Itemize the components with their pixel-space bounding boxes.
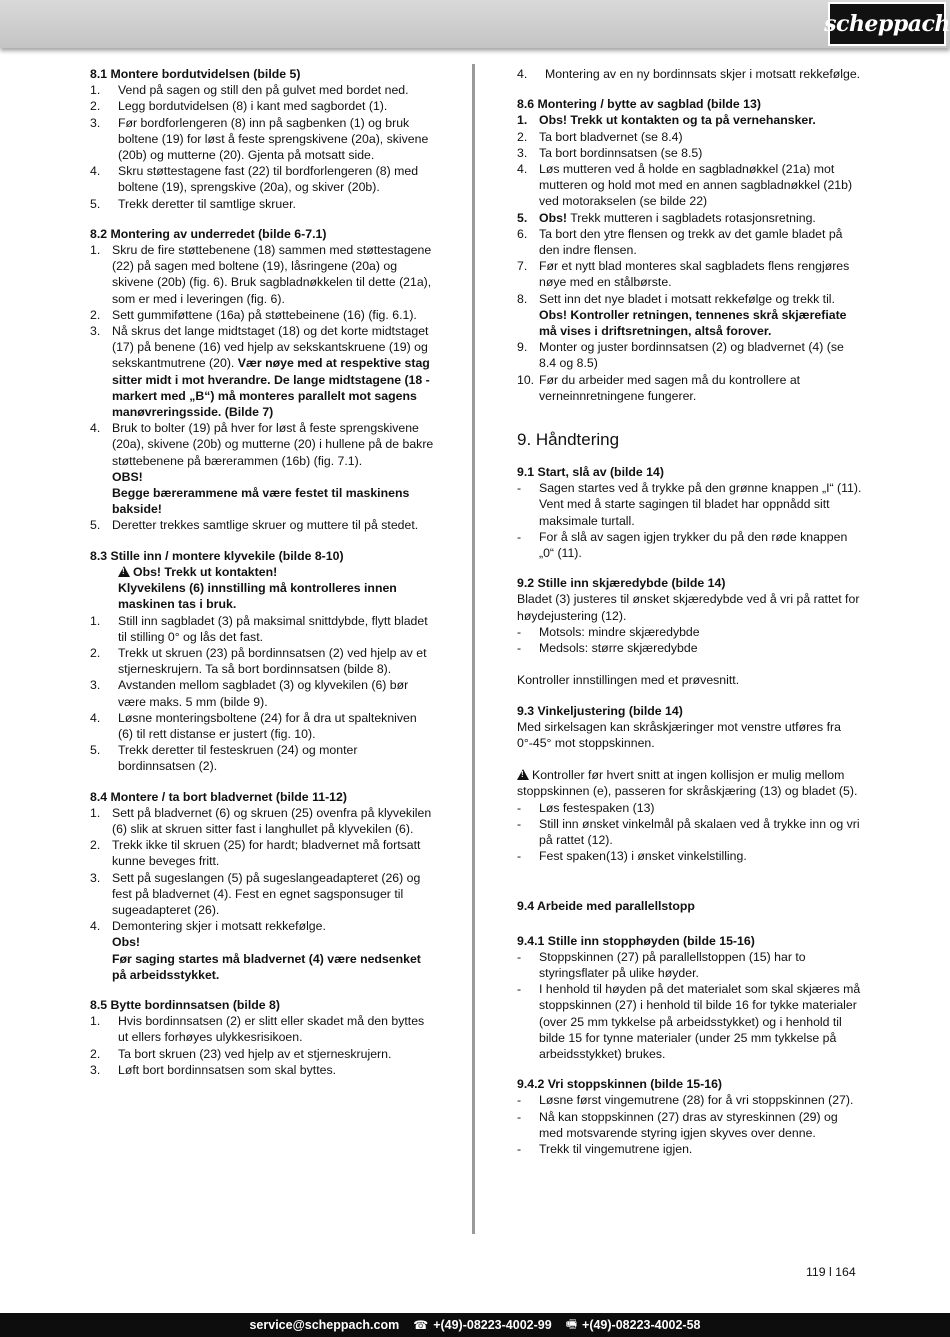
section-8-6 <box>517 96 862 404</box>
item-marker: 1. <box>90 1014 101 1029</box>
item-text: I henhold til høyden på det materialet som skal skjæres må stoppskinnen (27) i henhold til bilde 16 for tykke materialer (over 25 mm tykkelse på arbeidsstykket) og i henhold til bilde 15 for tynne materialer (under 25 mm tykkelse på arbeidsstykket) brukes. <box>539 982 861 1061</box>
phone-number: +(49)-08223-4002-99 <box>433 1318 552 1332</box>
list-item <box>90 742 435 774</box>
obs-label: Obs! <box>539 210 568 225</box>
section-title: 8.1 Montere bordutvidelsen (bilde 5) <box>90 67 301 81</box>
item-number: 3. <box>517 145 528 160</box>
warning-paragraph <box>517 767 862 799</box>
list-item <box>90 710 435 742</box>
section-title: 8.6 Montering / bytte av sagblad (bilde 13) <box>517 97 761 112</box>
section-9-3 <box>517 703 862 865</box>
section-8-1 <box>90 66 435 212</box>
item-marker: 3. <box>90 678 101 693</box>
list-item <box>90 837 435 869</box>
list-item <box>517 226 862 258</box>
header-bar <box>0 0 950 48</box>
email-link[interactable]: service@scheppach.com <box>249 1318 400 1332</box>
list-item <box>517 112 862 128</box>
list-item <box>517 1141 862 1157</box>
phone-icon: ☎ <box>413 1318 429 1332</box>
item-marker: 2. <box>90 1046 101 1061</box>
section-8-5-continued <box>517 66 862 82</box>
list-item <box>90 163 435 195</box>
bullet-list <box>517 1092 862 1157</box>
list-item <box>517 480 862 529</box>
paragraph: Kontroller innstillingen med et prøvesnitt. <box>517 673 740 688</box>
item-marker: - <box>517 800 522 815</box>
item-text-normal: Bruk to bolter (19) på hver for løst å feste sprengskivene (20a), skivene (20b) og mutterne (20) i hullene på de bakre støttebenene på bærerammen (16b) (fig. 7.1). <box>112 421 434 468</box>
list-item <box>90 805 435 837</box>
list-item <box>90 870 435 919</box>
item-marker: - <box>517 1141 522 1156</box>
section-9-4-1 <box>517 933 862 1063</box>
list-item <box>90 613 435 645</box>
item-marker: 4. <box>90 164 101 179</box>
item-number: 4. <box>90 919 101 934</box>
item-text: Skru støttestagene fast (22) til bordforlengeren (8) med boltene (19), sprengskive (20a), og skiver (20b). <box>118 164 419 195</box>
item-marker: - <box>517 949 522 964</box>
numbered-list <box>90 1013 435 1078</box>
item-text: Medsols: større skjæredybde <box>539 641 698 656</box>
item-text: Sett på sugeslangen (5) på sugeslangeadapteret (26) og fest på bladvernet (4). Fest en egnet sagsponsuger til sugeadapteret (26). <box>112 870 421 917</box>
bullet-list <box>517 480 862 561</box>
item-text-normal: Trekk mutteren i sagbladets rotasjonsretning. <box>570 210 816 225</box>
warning-note <box>90 580 435 612</box>
item-marker: - <box>517 816 522 831</box>
item-marker: 4. <box>90 710 101 725</box>
item-text: Løs mutteren ved å holde en sagbladnøkkel (21a) mot mutteren og hold mot med en annen sagbladnøkkel (21b) ved motorakselen (se bilde 22) <box>539 162 853 209</box>
item-text-bold: Før saging startes må bladvernet (4) være nedsenket på arbeidsstykket. <box>112 951 421 982</box>
item-number: 4. <box>517 67 528 81</box>
item-text: Motsols: mindre skjæredybde <box>539 624 700 639</box>
item-text: Sett gummiføttene (16a) på støttebeinene (16) (fig. 6.1). <box>112 307 417 322</box>
list-item <box>517 816 862 848</box>
warning-text: Obs! Trekk ut kontakten! <box>133 564 278 579</box>
item-marker: - <box>517 641 522 656</box>
item-text: Før et nytt blad monteres skal sagbladets flens rengjøres nøye med en stålbørste. <box>539 259 850 290</box>
list-item <box>90 196 435 212</box>
numbered-list <box>90 613 435 775</box>
item-marker: - <box>517 481 522 496</box>
item-text: Still inn ønsket vinkelmål på skalaen ved å trykke inn og vri på rattet (12). <box>539 816 860 847</box>
item-marker: 1. <box>90 613 101 628</box>
item-text: Trekk deretter til samtlige skruer. <box>118 196 296 211</box>
list-item <box>517 145 862 161</box>
list-item <box>90 1062 435 1078</box>
list-item <box>517 624 862 640</box>
item-marker: - <box>517 849 522 864</box>
paragraph: Med sirkelsagen kan skråskjæringer mot venstre utføres fra 0°-45° mot stoppskinnen. <box>517 719 841 750</box>
obs-label: Obs! <box>112 935 141 950</box>
item-text-normal: Sett inn det nye bladet i motsatt rekkefølge og trekk til. <box>539 291 835 306</box>
list-item <box>517 640 862 656</box>
item-text <box>112 918 435 983</box>
item-text: Ta bort den ytre flensen og trekk av det gamle bladet på den indre flensen. <box>539 226 843 258</box>
warning-note-text: Klyvekilens (6) innstilling må kontrolleres innen maskinen tas i bruk. <box>118 581 397 612</box>
item-marker: 2. <box>90 99 101 114</box>
list-item <box>90 307 435 323</box>
warning-text: Kontroller før hvert snitt at ingen kollisjon er mulig mellom stoppskinnen (e), passeren for skråskjæring (13) og bladet (5). <box>517 768 858 799</box>
item-text: Monter og juster bordinnsatsen (2) og bladvernet (4) (se 8.4 og 8.5) <box>539 340 844 371</box>
item-number: 2. <box>90 307 101 322</box>
item-text: Skru de fire støttebenene (18) sammen med støttestagene (22) på sagen med boltene (19), låsringene (20a) og skivene (20b) (fig. 6). Bruk sagbladnøkkelen til dette (21a), som er med i leveringen (fig. 6). <box>112 243 432 306</box>
list-item <box>517 949 862 981</box>
list-item <box>517 66 862 82</box>
item-text: Løs festespaken (13) <box>539 800 655 815</box>
section-title: 9.4.2 Vri stoppskinnen (bilde 15-16) <box>517 1077 723 1092</box>
list-item <box>90 1046 435 1062</box>
section-8-2 <box>90 226 435 534</box>
item-text: Trekk deretter til festeskruen (24) og monter bordinnsatsen (2). <box>118 743 358 774</box>
list-item <box>517 210 862 226</box>
item-number: 2. <box>517 129 528 144</box>
list-item <box>90 115 435 164</box>
list-item <box>90 918 435 983</box>
warning-icon <box>118 566 130 577</box>
item-number: 5. <box>517 210 528 225</box>
item-text: Deretter trekkes samtlige skruer og muttere til på stedet. <box>112 518 419 533</box>
item-number: 5. <box>90 518 101 533</box>
item-marker: - <box>517 1093 522 1108</box>
section-title: 8.2 Montering av underredet (bilde 6-7.1) <box>90 226 327 241</box>
item-number: 1. <box>517 113 528 128</box>
section-8-3 <box>90 548 435 775</box>
section-title: 9.2 Stille inn skjæredybde (bilde 14) <box>517 576 726 591</box>
item-text <box>539 291 862 340</box>
obs-label: OBS! <box>112 469 143 484</box>
item-text: Trekk ikke til skruen (25) for hardt; bladvernet må fortsatt kunne beveges fritt. <box>112 838 421 869</box>
fax-icon: 🖷 <box>565 1316 578 1331</box>
section-title: 8.4 Montere / ta bort bladvernet (bilde 11-12) <box>90 789 347 804</box>
bullet-list <box>517 949 862 1062</box>
item-marker: - <box>517 1109 522 1124</box>
item-text: Stoppskinnen (27) på parallellstoppen (15) har to styringsflater på ulike høyder. <box>539 949 806 980</box>
item-marker: - <box>517 624 522 639</box>
item-text: Obs! Trekk ut kontakten og ta på vernehansker. <box>539 113 816 128</box>
item-text: Ta bort bladvernet (se 8.4) <box>539 129 683 144</box>
item-number: 10. <box>517 372 535 387</box>
item-text: Sagen startes ved å trykke på den grønne knappen „I“ (11). Vent med å starte sagingen til bladet har oppnådd sitt maksimale turtall. <box>539 481 862 528</box>
item-text <box>112 323 435 420</box>
scheppach-logo <box>824 2 950 46</box>
paragraph: Bladet (3) justeres til ønsket skjæredybde ved å vri på rattet for høydejustering (12). <box>517 592 860 623</box>
section-title: 8.3 Stille inn / montere klyvekile (bilde 8-10) <box>90 548 344 563</box>
list-item <box>517 1092 862 1108</box>
item-text: Løsne monteringsboltene (24) for å dra ut spaltekniven (6) til rett distanse er justert (fig. 10). <box>118 710 417 741</box>
list-item <box>517 339 862 371</box>
list-item <box>90 1013 435 1045</box>
item-marker: 5. <box>90 743 101 758</box>
section-9-2 <box>517 575 862 688</box>
item-number: 6. <box>517 226 528 241</box>
item-number: 1. <box>90 243 101 258</box>
item-text <box>112 420 435 517</box>
section-9-4-2 <box>517 1076 862 1157</box>
item-text: Hvis bordinnsatsen (2) er slitt eller skadet må den byttes ut ellers forhøyes ulykkesrisikoen. <box>118 1014 425 1045</box>
item-number: 3. <box>90 870 101 885</box>
chapter-title: 9. Håndtering <box>517 430 620 450</box>
numbered-list <box>90 82 435 212</box>
list-item <box>517 291 862 340</box>
list-item <box>517 258 862 290</box>
item-text <box>539 210 862 226</box>
column-divider <box>472 64 475 1234</box>
list-item <box>517 129 862 145</box>
footer-phone <box>413 1318 551 1332</box>
item-number: 4. <box>90 421 101 436</box>
warning-line <box>90 564 435 580</box>
list-item <box>90 98 435 114</box>
section-title: 8.5 Bytte bordinnsatsen (bilde 8) <box>90 997 280 1012</box>
list-item <box>517 372 862 404</box>
item-number: 4. <box>517 162 528 177</box>
item-text: Montering av en ny bordinnsats skjer i motsatt rekkefølge. <box>545 67 861 81</box>
logo-text: scheppach <box>824 11 950 37</box>
item-text: Trekk ut skruen (23) på bordinnsatsen (2) ved hjelp av et stjerneskrujern. Ta så bort bordinnsatsen (bilde 8). <box>118 645 427 677</box>
fax-number: +(49)-08223-4002-58 <box>582 1318 701 1332</box>
list-item <box>90 517 435 533</box>
item-text: Nå kan stoppskinnen (27) dras av styreskinnen (29) og med motsvarende styring igjen skyves over denne. <box>539 1109 838 1140</box>
list-item <box>90 242 435 307</box>
item-text: Trekk til vingemutrene igjen. <box>539 1141 693 1156</box>
section-title: 9.1 Start, slå av (bilde 14) <box>517 465 664 480</box>
list-item <box>90 677 435 709</box>
item-marker: 2. <box>90 645 101 660</box>
item-marker: - <box>517 982 522 997</box>
section-8-5 <box>90 997 435 1078</box>
item-marker: 5. <box>90 196 101 211</box>
bullet-list <box>517 800 862 865</box>
item-text: Vend på sagen og still den på gulvet med bordet ned. <box>118 83 409 98</box>
list-item <box>90 323 435 420</box>
section-9-4 <box>517 898 862 914</box>
list-item <box>517 529 862 561</box>
item-text: Legg bordutvidelsen (8) i kant med sagbordet (1). <box>118 99 388 114</box>
item-number: 7. <box>517 259 528 274</box>
item-marker: 3. <box>90 1062 101 1077</box>
item-text: Før du arbeider med sagen må du kontrollere at verneinnretningene fungerer. <box>539 372 801 403</box>
list-item <box>517 161 862 210</box>
item-marker: 1. <box>90 83 101 98</box>
item-number: 9. <box>517 340 528 355</box>
item-text: Still inn sagbladet (3) på maksimal snittdybde, flytt bladet til stilling 0° og lås det fast. <box>118 613 428 644</box>
item-text-normal: Nå skrus det lange midtstaget (18) og det korte midtstaget (17) på benene (16) ved hjelp av sekskantskruene (19) og sekskantmutrene (20). <box>112 324 429 371</box>
item-text: Sett på bladvernet (6) og skruen (25) ovenfra på klyvekilen (6) slik at skruen sitter fast i langhullet på klyvekilen (6). <box>112 805 432 836</box>
item-text: Fest spaken(13) i ønsket vinkelstilling. <box>539 849 747 864</box>
item-text-bold: Obs! Kontroller retningen, tennenes skrå skjærefiate må vises i driftsretningen, altså forover. <box>539 307 847 339</box>
section-8-4 <box>90 789 435 983</box>
list-item <box>517 1109 862 1141</box>
bullet-list <box>517 624 862 656</box>
list-item <box>90 645 435 677</box>
item-number: 8. <box>517 291 528 306</box>
item-text: Avstanden mellom sagbladet (3) og klyvekilen (6) bør være maks. 5 mm (bilde 9). <box>118 678 409 709</box>
item-text: Før bordforlengeren (8) inn på sagbenken (1) og bruk boltene (19) for løst å feste sprengskivene (20a), skivene (20b) og mutterne (20). Gjenta på motsatt side. <box>118 115 429 163</box>
page-number: 119 l 164 <box>806 1265 856 1279</box>
section-title: 9.4 Arbeide med parallellstopp <box>517 899 695 914</box>
item-marker: - <box>517 529 522 544</box>
warning-icon <box>517 769 529 780</box>
list-item <box>517 848 862 864</box>
list-item <box>517 800 862 816</box>
footer-email[interactable] <box>249 1318 399 1332</box>
item-number: 1. <box>90 805 101 820</box>
list-item <box>90 82 435 98</box>
right-column <box>517 66 862 1171</box>
item-number: 2. <box>90 838 101 853</box>
list-item <box>90 420 435 517</box>
footer-bar <box>0 1313 950 1337</box>
item-text: Løsne først vingemutrene (28) for å vri stoppskinnen (27). <box>539 1093 854 1108</box>
item-text-bold: Vær nøye med at respektive stag sitter midt i mot hverandre. De lange midtstagene (18 -markert med „B“) må monteres parallelt mot sagens manøvreringsside. (Bilde 7) <box>112 356 430 420</box>
section-title: 9.4.1 Stille inn stopphøyden (bilde 15-16) <box>517 933 755 948</box>
item-number: 3. <box>90 324 101 339</box>
footer-fax <box>566 1315 701 1336</box>
item-text: Ta bort skruen (23) ved hjelp av et stjerneskrujern. <box>118 1046 392 1061</box>
item-text-normal: Demontering skjer i motsatt rekkefølge. <box>112 919 326 934</box>
item-text: Løft bort bordinnsatsen som skal byttes. <box>118 1062 337 1077</box>
list-item <box>517 981 862 1062</box>
item-marker: 3. <box>90 115 101 130</box>
left-column <box>90 66 435 1092</box>
item-text: For å slå av sagen igjen trykker du på den røde knappen „0“ (11). <box>539 529 848 561</box>
section-9-1 <box>517 464 862 561</box>
item-text-bold: Begge bærerammene må være festet til maskinens bakside! <box>112 486 410 517</box>
section-title: 9.3 Vinkeljustering (bilde 14) <box>517 703 683 718</box>
item-text: Ta bort bordinnsatsen (se 8.5) <box>539 145 703 160</box>
